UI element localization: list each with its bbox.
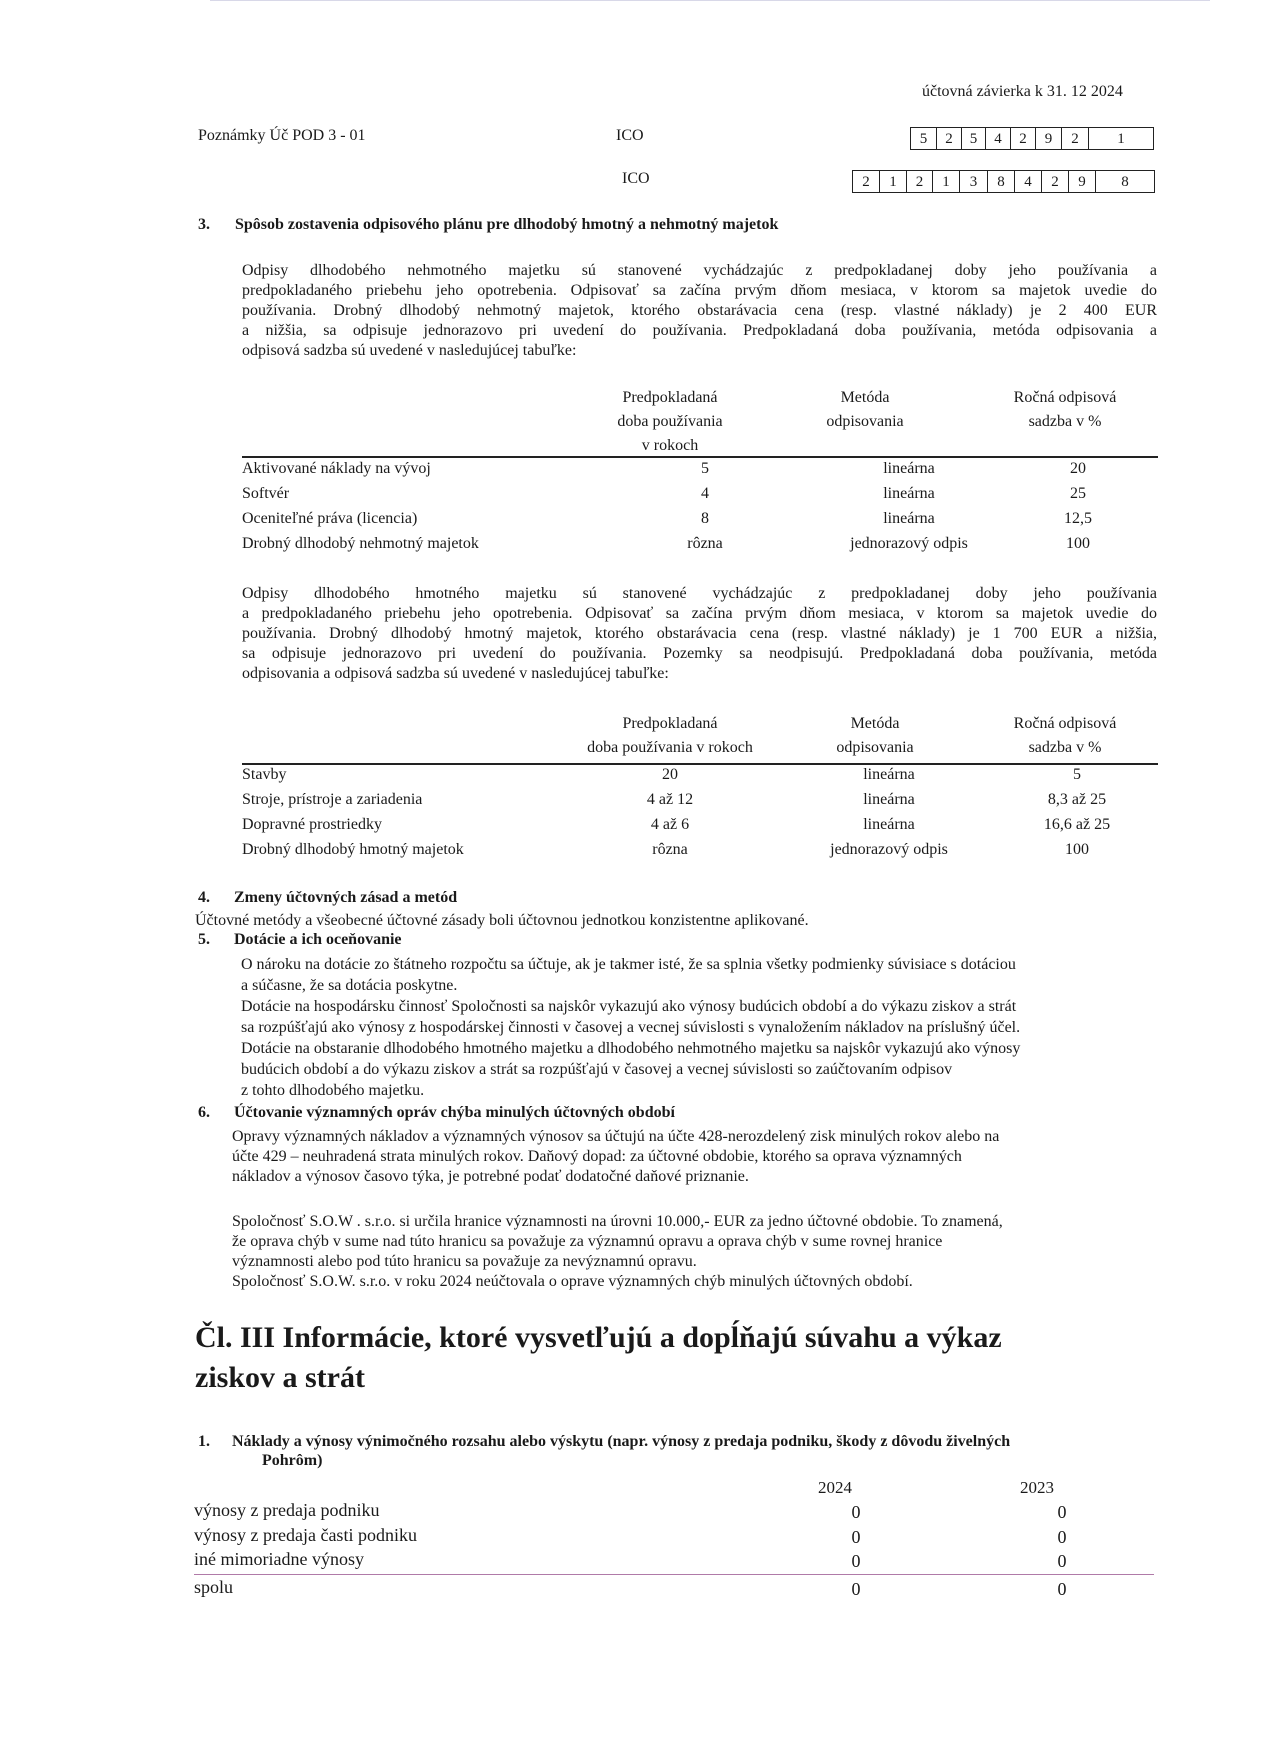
row-value: 20 xyxy=(1070,459,1086,477)
table-row xyxy=(194,1500,1154,1525)
ico-digit-boxes-2 xyxy=(852,170,1155,193)
tangible-col-rate-header xyxy=(985,712,1145,760)
tangible-col-method-header xyxy=(800,712,950,760)
section-6-line: Opravy významných nákladov a významných výnosov sa účtujú na účte 428-nerozdelený zisk minulých rokov alebo na xyxy=(232,1128,1000,1145)
ico-digit: 9 xyxy=(1069,171,1096,192)
row-value: lineárna xyxy=(883,509,935,527)
row-label: Stavby xyxy=(242,765,287,783)
row-value: lineárna xyxy=(863,815,915,833)
header-line: doba používania v rokoch xyxy=(587,739,753,756)
section-6-materiality-line: významnosti alebo pod túto hranicu sa považuje za nevýznamnú opravu. xyxy=(232,1253,697,1270)
section-6-text xyxy=(232,1127,1152,1187)
row-label: Aktivované náklady na vývoj xyxy=(242,459,431,477)
value-2023: 0 xyxy=(1057,1502,1067,1522)
table-row xyxy=(242,762,1158,787)
header-line: odpisovania xyxy=(836,739,914,756)
ico-digit: 5 xyxy=(911,128,937,149)
row-value: 5 xyxy=(1073,765,1081,783)
row-label: výnosy z predaja časti podniku xyxy=(194,1524,417,1545)
table-row xyxy=(242,812,1158,837)
ico-digit: 8 xyxy=(1121,174,1129,190)
tangible-paragraph-line: používania. Drobný dlhodobý hmotný majetok, ktorého obstarávacia cena (resp. vlastné náklady) je 1 700 EUR a nižšia, xyxy=(242,625,1157,642)
row-value: 8,3 až 25 xyxy=(1047,790,1107,808)
header-line: sadzba v % xyxy=(1028,413,1102,430)
row-value: 100 xyxy=(1065,840,1089,858)
ico-digit: 2 xyxy=(937,128,962,149)
chapter-3-title xyxy=(195,1318,1195,1398)
row-label: výnosy z predaja podniku xyxy=(194,1500,380,1520)
value-2024: 0 xyxy=(851,1502,861,1522)
section-5-line: a súčasne, že sa dotácia poskytne. xyxy=(241,977,458,994)
row-label: Drobný dlhodobý nehmotný majetok xyxy=(242,534,479,552)
total-label: spolu xyxy=(194,1577,234,1597)
scan-edge-line xyxy=(210,0,1210,1)
row-value: 5 xyxy=(701,459,709,477)
tangible-paragraph-line: sa odpisuje jednorazovo pri uvedení do používania. Pozemky sa neodpisujú. Predpokladaná doba používania, metóda xyxy=(242,645,1157,662)
table-row xyxy=(242,787,1158,812)
row-value: jednorazový odpis xyxy=(830,840,948,858)
row-value: 4 až 6 xyxy=(650,815,690,833)
intangible-paragraph-line: predpokladaného priebehu jeho opotrebenia. Odpisovať sa začína prvým dňom mesiaca, v ktorom sa majetok uvedie do xyxy=(242,282,1157,299)
intangible-table xyxy=(242,456,1158,556)
section-6-materiality-text xyxy=(232,1212,1152,1292)
table-row xyxy=(242,456,1158,481)
ico-digit: 2 xyxy=(1011,128,1036,149)
section-4-title: Zmeny účtovných zásad a metód xyxy=(234,889,458,906)
item-1-title-line-2: Pohrôm) xyxy=(262,1452,323,1469)
row-value: lineárna xyxy=(863,765,915,783)
section-5-line: z tohto dlhodobého majetku. xyxy=(241,1082,425,1099)
item-1-total-rule xyxy=(194,1574,1154,1575)
row-value: 4 xyxy=(701,484,709,502)
section-6-number: 6. xyxy=(198,1104,210,1121)
table-row xyxy=(242,481,1158,506)
ico-digit: 2 xyxy=(1062,128,1089,149)
header-line: Metóda xyxy=(850,715,900,732)
value-2023: 0 xyxy=(1057,1551,1067,1571)
statement-date: účtovná závierka k 31. 12 2024 xyxy=(922,83,1123,100)
section-5-line: Dotácie na obstaranie dlhodobého hmotného majetku a dlhodobého nehmotného majetku sa najskôr vykazujú ako výnosy xyxy=(241,1040,1021,1057)
row-value: 20 xyxy=(662,765,678,783)
value-2024: 0 xyxy=(851,1551,861,1571)
row-label: Drobný dlhodobý hmotný majetok xyxy=(242,840,464,858)
row-label: Dopravné prostriedky xyxy=(242,815,382,833)
row-value: 16,6 až 25 xyxy=(1043,815,1111,833)
row-value: lineárna xyxy=(863,790,915,808)
ico-digit: 1 xyxy=(1117,131,1125,147)
row-label: Stroje, prístroje a zariadenia xyxy=(242,790,423,808)
section-5-text xyxy=(241,954,1158,1101)
header-line: Predpokladaná xyxy=(622,715,718,732)
chapter-3-title-line-1: Čl. III Informácie, ktoré vysvetľujú a dopĺňajú súvahu a výkaz xyxy=(195,1321,1002,1354)
year-2024-header: 2024 xyxy=(818,1478,852,1497)
section-3-number: 3. xyxy=(198,216,210,233)
header-line: Predpokladaná xyxy=(622,389,718,406)
intangible-paragraph-line: používania. Drobný dlhodobý nehmotný majetok, ktorého obstarávacia cena (resp. vlastné náklady) je 2 400 EUR xyxy=(242,302,1157,319)
row-value: lineárna xyxy=(883,459,935,477)
section-6-materiality-line: Spoločnosť S.O.W. s.r.o. v roku 2024 neúčtovala o oprave významných chýb minulých účtovných období. xyxy=(232,1273,913,1290)
header-line: v rokoch xyxy=(641,437,699,454)
tangible-col-life-header xyxy=(560,712,780,760)
table-row xyxy=(194,1525,1154,1550)
value-2024: 0 xyxy=(851,1526,861,1547)
row-value: 100 xyxy=(1066,534,1090,552)
ico-label-2: ICO xyxy=(622,170,650,187)
year-2023-header: 2023 xyxy=(1020,1478,1054,1497)
table-row xyxy=(194,1549,1154,1574)
section-6-title: Účtovanie významných opráv chýba minulých účtovných období xyxy=(234,1104,675,1121)
intangible-col-rate-header xyxy=(985,386,1145,434)
intangible-paragraph-line: a nižšia, sa odpisuje jednorazovo pri uvedení do používania. Predpokladaná doba používania, metóda odpisovania a xyxy=(242,322,1157,339)
row-value: 8 xyxy=(701,509,709,527)
row-value: lineárna xyxy=(883,484,935,502)
section-5-line: O nároku na dotácie zo štátneho rozpočtu sa účtuje, ak je takmer isté, že sa splnia všetky podmienky súvisiace s dotáciou xyxy=(241,956,1016,973)
ico-digit: 9 xyxy=(1036,128,1062,149)
tangible-table xyxy=(242,762,1158,862)
section-5-line: sa rozpúšťajú ako výnosy z hospodárskej činnosti v časovej a vecnej súvislosti s vynaložením nákladov na príslušný účel. xyxy=(241,1019,1021,1036)
section-6-line: nákladov a výnosov časovo týka, je potrebné podať dodatočné daňové priznanie. xyxy=(232,1168,749,1185)
ico-digit-boxes-1 xyxy=(910,127,1154,150)
value-2023: 0 xyxy=(1057,1526,1067,1547)
intangible-paragraph-line: Odpisy dlhodobého nehmotného majetku sú stanovené vychádzajúc z predpokladanej doby jeho používania a xyxy=(242,262,1157,279)
row-label: iné mimoriadne výnosy xyxy=(194,1549,364,1569)
ico-digit: 2 xyxy=(853,171,880,192)
row-value: jednorazový odpis xyxy=(850,534,968,552)
document-label: Poznámky Úč POD 3 - 01 xyxy=(198,127,366,144)
header-line: Metóda xyxy=(840,389,890,406)
item-1-total-row xyxy=(194,1577,1154,1601)
intangible-paragraph xyxy=(242,261,1157,361)
total-2023: 0 xyxy=(1057,1579,1067,1599)
section-4-text: Účtovné metódy a všeobecné účtovné zásady boli účtovnou jednotkou konzistentne aplikované. xyxy=(195,912,809,929)
ico-digit: 2 xyxy=(1042,171,1069,192)
row-label: Softvér xyxy=(242,484,290,502)
section-6-materiality-line: Spoločnosť S.O.W . s.r.o. si určila hranice významnosti na úrovni 10.000,- EUR za jedno účtovné obdobie. To znamená, xyxy=(232,1213,1003,1230)
section-5-number: 5. xyxy=(198,931,210,948)
row-value: 25 xyxy=(1070,484,1086,502)
row-value: 12,5 xyxy=(1064,509,1092,527)
section-5-title: Dotácie a ich oceňovanie xyxy=(234,931,402,948)
table-row xyxy=(242,506,1158,531)
table-row xyxy=(242,837,1158,862)
section-5-line: budúcich období a do výkazu ziskov a strát sa rozpúšťajú v časovej a vecnej súvislosti so zaúčtovaním odpisov xyxy=(241,1061,953,1078)
item-1-number: 1. xyxy=(198,1433,210,1450)
header-line: Ročná odpisová xyxy=(1013,389,1117,406)
ico-digit: 5 xyxy=(962,128,986,149)
intangible-paragraph-line: odpisová sadzba sú uvedené v nasledujúcej tabuľke: xyxy=(242,342,577,359)
intangible-col-life-header xyxy=(590,386,750,458)
ico-digit: 1 xyxy=(880,171,907,192)
ico-digit: 8 xyxy=(988,171,1015,192)
tangible-paragraph xyxy=(242,584,1157,684)
section-3-title: Spôsob zostavenia odpisového plánu pre dlhodobý hmotný a nehmotný majetok xyxy=(235,216,779,233)
tangible-paragraph-line: a predpokladaného priebehu jeho opotrebenia. Odpisovať sa začína prvým dňom mesiaca, v ktorom sa majetok uvedie do xyxy=(242,605,1157,622)
table-row xyxy=(242,531,1158,556)
ico-digit: 1 xyxy=(933,171,960,192)
section-5-line: Dotácie na hospodársku činnosť Spoločnosti sa najskôr vykazujú ako výnosy budúcich období a do výkazu ziskov a strát xyxy=(241,998,1017,1015)
intangible-col-method-header xyxy=(790,386,940,434)
section-6-line: účte 429 – neuhradená strata minulých rokov. Daňový dopad: za účtovné obdobie, ktorého sa oprava významných xyxy=(232,1148,962,1165)
ico-digit: 4 xyxy=(986,128,1011,149)
header-line: doba používania xyxy=(617,413,723,430)
header-line: sadzba v % xyxy=(1028,739,1102,756)
section-6-materiality-line: že oprava chýb v sume nad túto hranicu sa považuje za významnú opravu a oprava chýb v sume rovnej hranice xyxy=(232,1233,943,1250)
row-value: rôzna xyxy=(652,840,688,858)
item-1-title-line-1: Náklady a výnosy výnimočného rozsahu alebo výskytu (napr. výnosy z predaja podniku, škody z dôvodu živelných xyxy=(232,1433,1011,1450)
item-1-table xyxy=(194,1500,1154,1574)
ico-digit: 4 xyxy=(1015,171,1042,192)
total-2024: 0 xyxy=(851,1579,861,1599)
ico-digit: 2 xyxy=(907,171,933,192)
row-value: 4 až 12 xyxy=(646,790,694,808)
row-label: Oceniteľné práva (licencia) xyxy=(242,509,418,527)
ico-label-1: ICO xyxy=(616,127,644,144)
tangible-paragraph-line: Odpisy dlhodobého hmotného majetku sú stanovené vychádzajúc z predpokladanej doby jeho používania xyxy=(242,585,1157,602)
header-line: Ročná odpisová xyxy=(1013,715,1117,732)
chapter-3-title-line-2: ziskov a strát xyxy=(195,1361,365,1394)
section-4-number: 4. xyxy=(198,889,210,906)
header-line: odpisovania xyxy=(826,413,904,430)
ico-digit: 3 xyxy=(960,171,988,192)
tangible-paragraph-line: odpisovania a odpisová sadzba sú uvedené v nasledujúcej tabuľke: xyxy=(242,665,669,682)
row-value: rôzna xyxy=(687,534,723,552)
